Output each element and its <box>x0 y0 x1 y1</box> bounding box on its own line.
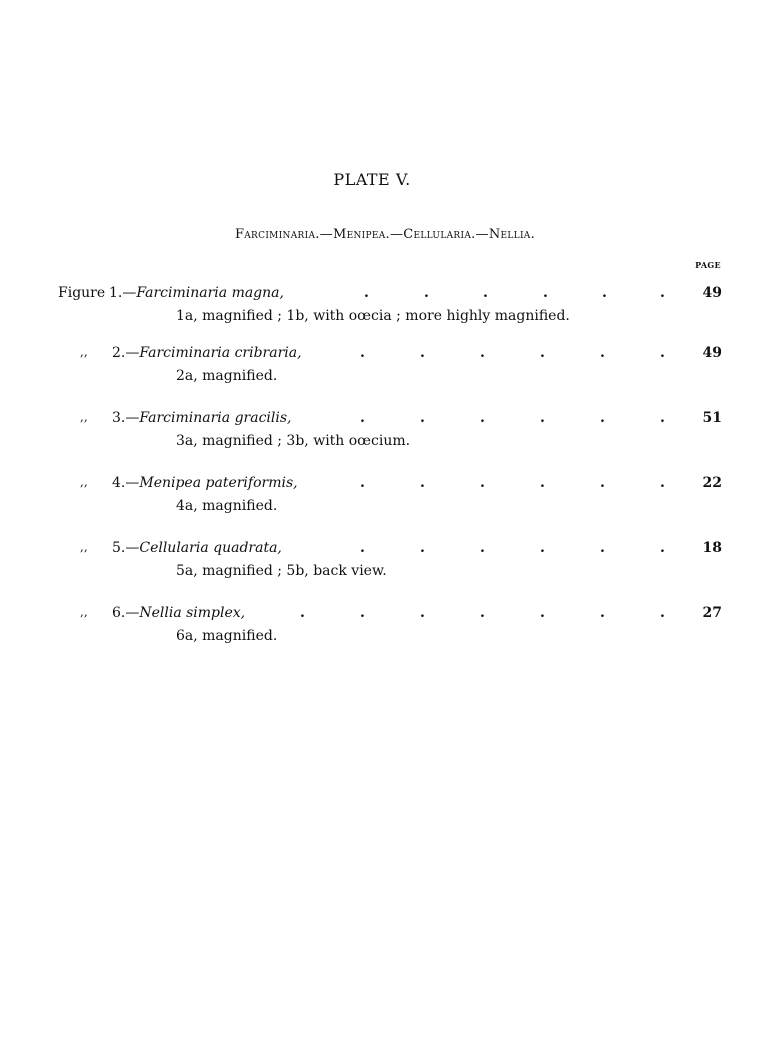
entry-description: 1a, magnified ; 1b, with oœcia ; more highly magnified. <box>176 308 570 324</box>
figure-entry-1 <box>0 285 776 339</box>
entry-page-number: 22 <box>702 475 722 491</box>
figure-entry-6 <box>0 605 776 659</box>
plate-title: PLATE V. <box>333 170 411 189</box>
page-column-label: PAGE <box>695 260 721 270</box>
entry-species-name: Farciminaria cribraria, <box>139 345 302 361</box>
entry-prefix: Figure <box>58 285 106 301</box>
entry-heading <box>112 475 298 491</box>
figure-entry-5 <box>0 540 776 594</box>
entry-page-number: 27 <box>702 605 722 621</box>
entry-prefix: ,, <box>80 410 88 424</box>
entry-species-name: Farciminaria gracilis, <box>139 410 292 426</box>
entry-prefix: ,, <box>80 605 88 619</box>
figure-entry-3 <box>0 410 776 464</box>
entry-heading <box>112 410 291 426</box>
plate-subtitle: Farciminaria.—Menipea.—Cellularia.—Nellia. <box>234 227 536 242</box>
entry-number: 4.— <box>112 475 140 491</box>
entry-description: 5a, magnified ; 5b, back view. <box>176 563 387 579</box>
entry-prefix: ,, <box>80 345 88 359</box>
figure-entry-2 <box>0 345 776 399</box>
leader-dots: . . . . . . <box>360 345 665 361</box>
figure-entry-4 <box>0 475 776 529</box>
entry-page-number: 51 <box>702 410 722 426</box>
leader-dots: . . . . . . <box>360 475 665 491</box>
leader-dots: . . . . . . <box>360 410 665 426</box>
entry-description: 4a, magnified. <box>176 498 278 514</box>
entry-number: 6.— <box>112 605 140 621</box>
entry-page-number: 49 <box>702 345 722 361</box>
entry-species-name: Cellularia quadrata, <box>139 540 282 556</box>
entry-number: 3.— <box>112 410 140 426</box>
entry-prefix: ,, <box>80 475 88 489</box>
leader-dots: . . . . . . . <box>300 605 665 621</box>
entry-heading <box>109 285 284 301</box>
entry-heading <box>112 345 302 361</box>
entry-page-number: 18 <box>702 540 722 556</box>
entry-page-number: 49 <box>702 285 722 301</box>
leader-dots: . . . . . . <box>364 285 665 301</box>
leader-dots: . . . . . . <box>360 540 665 556</box>
entry-number: 5.— <box>112 540 140 556</box>
entry-prefix: ,, <box>80 540 88 554</box>
entry-number: 2.— <box>112 345 140 361</box>
entry-species-name: Menipea pateriformis, <box>139 475 298 491</box>
entry-heading <box>112 540 282 556</box>
entry-description: 2a, magnified. <box>176 368 278 384</box>
entry-species-name: Farciminaria magna, <box>136 285 284 301</box>
entry-species-name: Nellia simplex, <box>139 605 246 621</box>
entry-description: 6a, magnified. <box>176 628 278 644</box>
entry-description: 3a, magnified ; 3b, with oœcium. <box>176 433 411 449</box>
entry-number: 1.— <box>109 285 137 301</box>
entry-heading <box>112 605 245 621</box>
